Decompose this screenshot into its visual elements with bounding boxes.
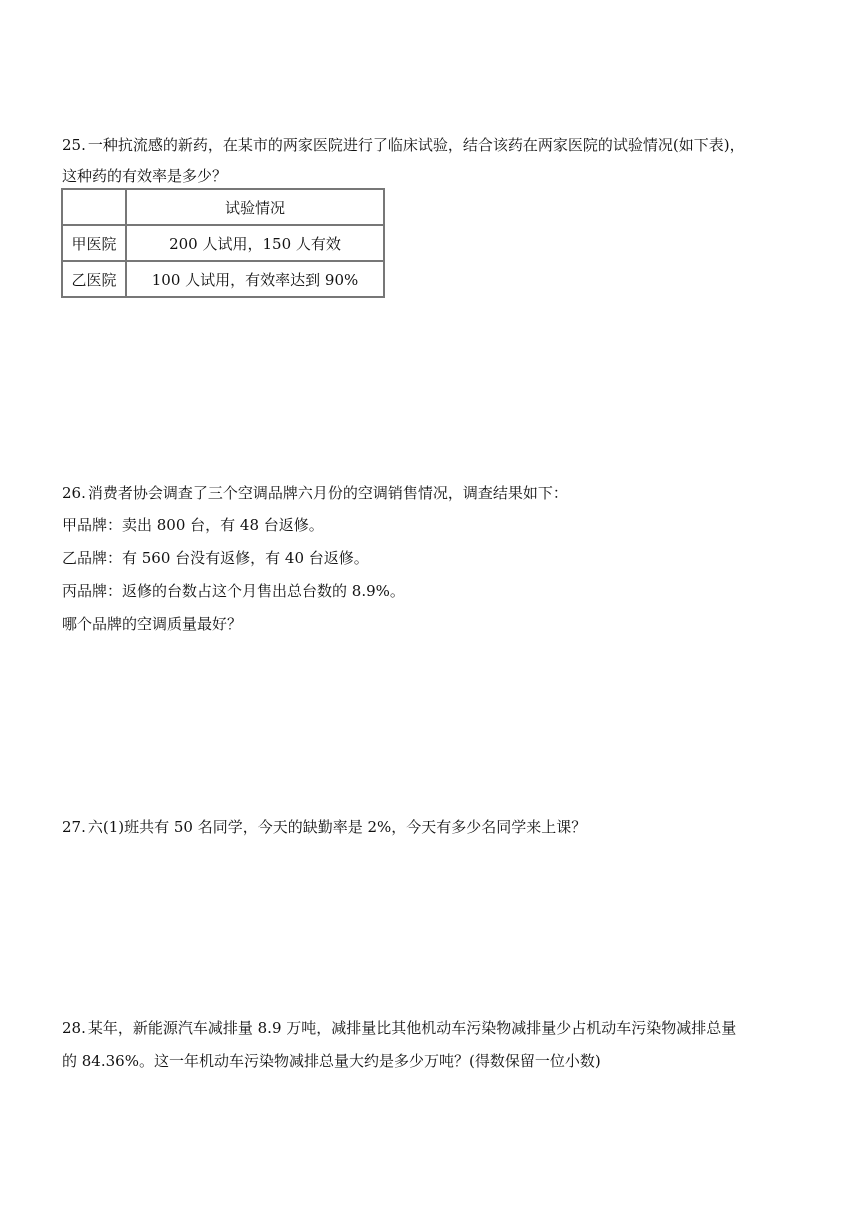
question-28-line-2: 的 84.36%。这一年机动车污染物减排总量大约是多少万吨？(得数保留一位小数)	[62, 1052, 601, 1070]
question-26-number: 26.	[62, 484, 86, 502]
table-cell-hospital: 乙医院	[62, 261, 126, 297]
question-28-text-1: 某年，新能源汽车减排量 8.9 万吨，减排量比其他机动车污染物减排量少占机动车污染物减排总量	[87, 1019, 737, 1037]
question-26-line-1	[62, 482, 568, 504]
question-25-line-1	[62, 134, 745, 156]
question-28-number: 28.	[62, 1019, 86, 1037]
trial-table	[61, 188, 385, 298]
question-27-line-1	[62, 816, 586, 838]
table-cell-hospital: 甲医院	[62, 225, 126, 261]
question-26-line-4: 丙品牌：返修的台数占这个月售出总台数的 8.9%。	[62, 582, 405, 600]
table-cell-result: 200 人试用，150 人有效	[126, 225, 384, 261]
question-27-text-1: 六(1)班共有 50 名同学，今天的缺勤率是 2%，今天有多少名同学来上课？	[87, 818, 587, 836]
table-row	[62, 225, 384, 261]
question-25-line-2: 这种药的有效率是多少？	[62, 167, 228, 185]
table-row	[62, 261, 384, 297]
question-26-line-3: 乙品牌：有 560 台没有返修，有 40 台返修。	[62, 549, 369, 567]
table-cell-result: 100 人试用，有效率达到 90%	[126, 261, 384, 297]
question-26-line-2: 甲品牌：卖出 800 台，有 48 台返修。	[62, 516, 324, 534]
question-27-number: 27.	[62, 818, 86, 836]
table-header-blank	[62, 189, 126, 225]
question-25-text-1: 一种抗流感的新药，在某市的两家医院进行了临床试验，结合该药在两家医院的试验情况(如下表)，	[87, 136, 745, 154]
question-26-line-5: 哪个品牌的空调质量最好？	[62, 615, 243, 633]
question-25-number: 25.	[62, 136, 86, 154]
question-28-line-1	[62, 1017, 736, 1039]
table-header-row	[62, 189, 384, 225]
table-header-trial: 试验情况	[126, 189, 384, 225]
question-26-text-1: 消费者协会调查了三个空调品牌六月份的空调销售情况，调查结果如下：	[87, 484, 568, 502]
